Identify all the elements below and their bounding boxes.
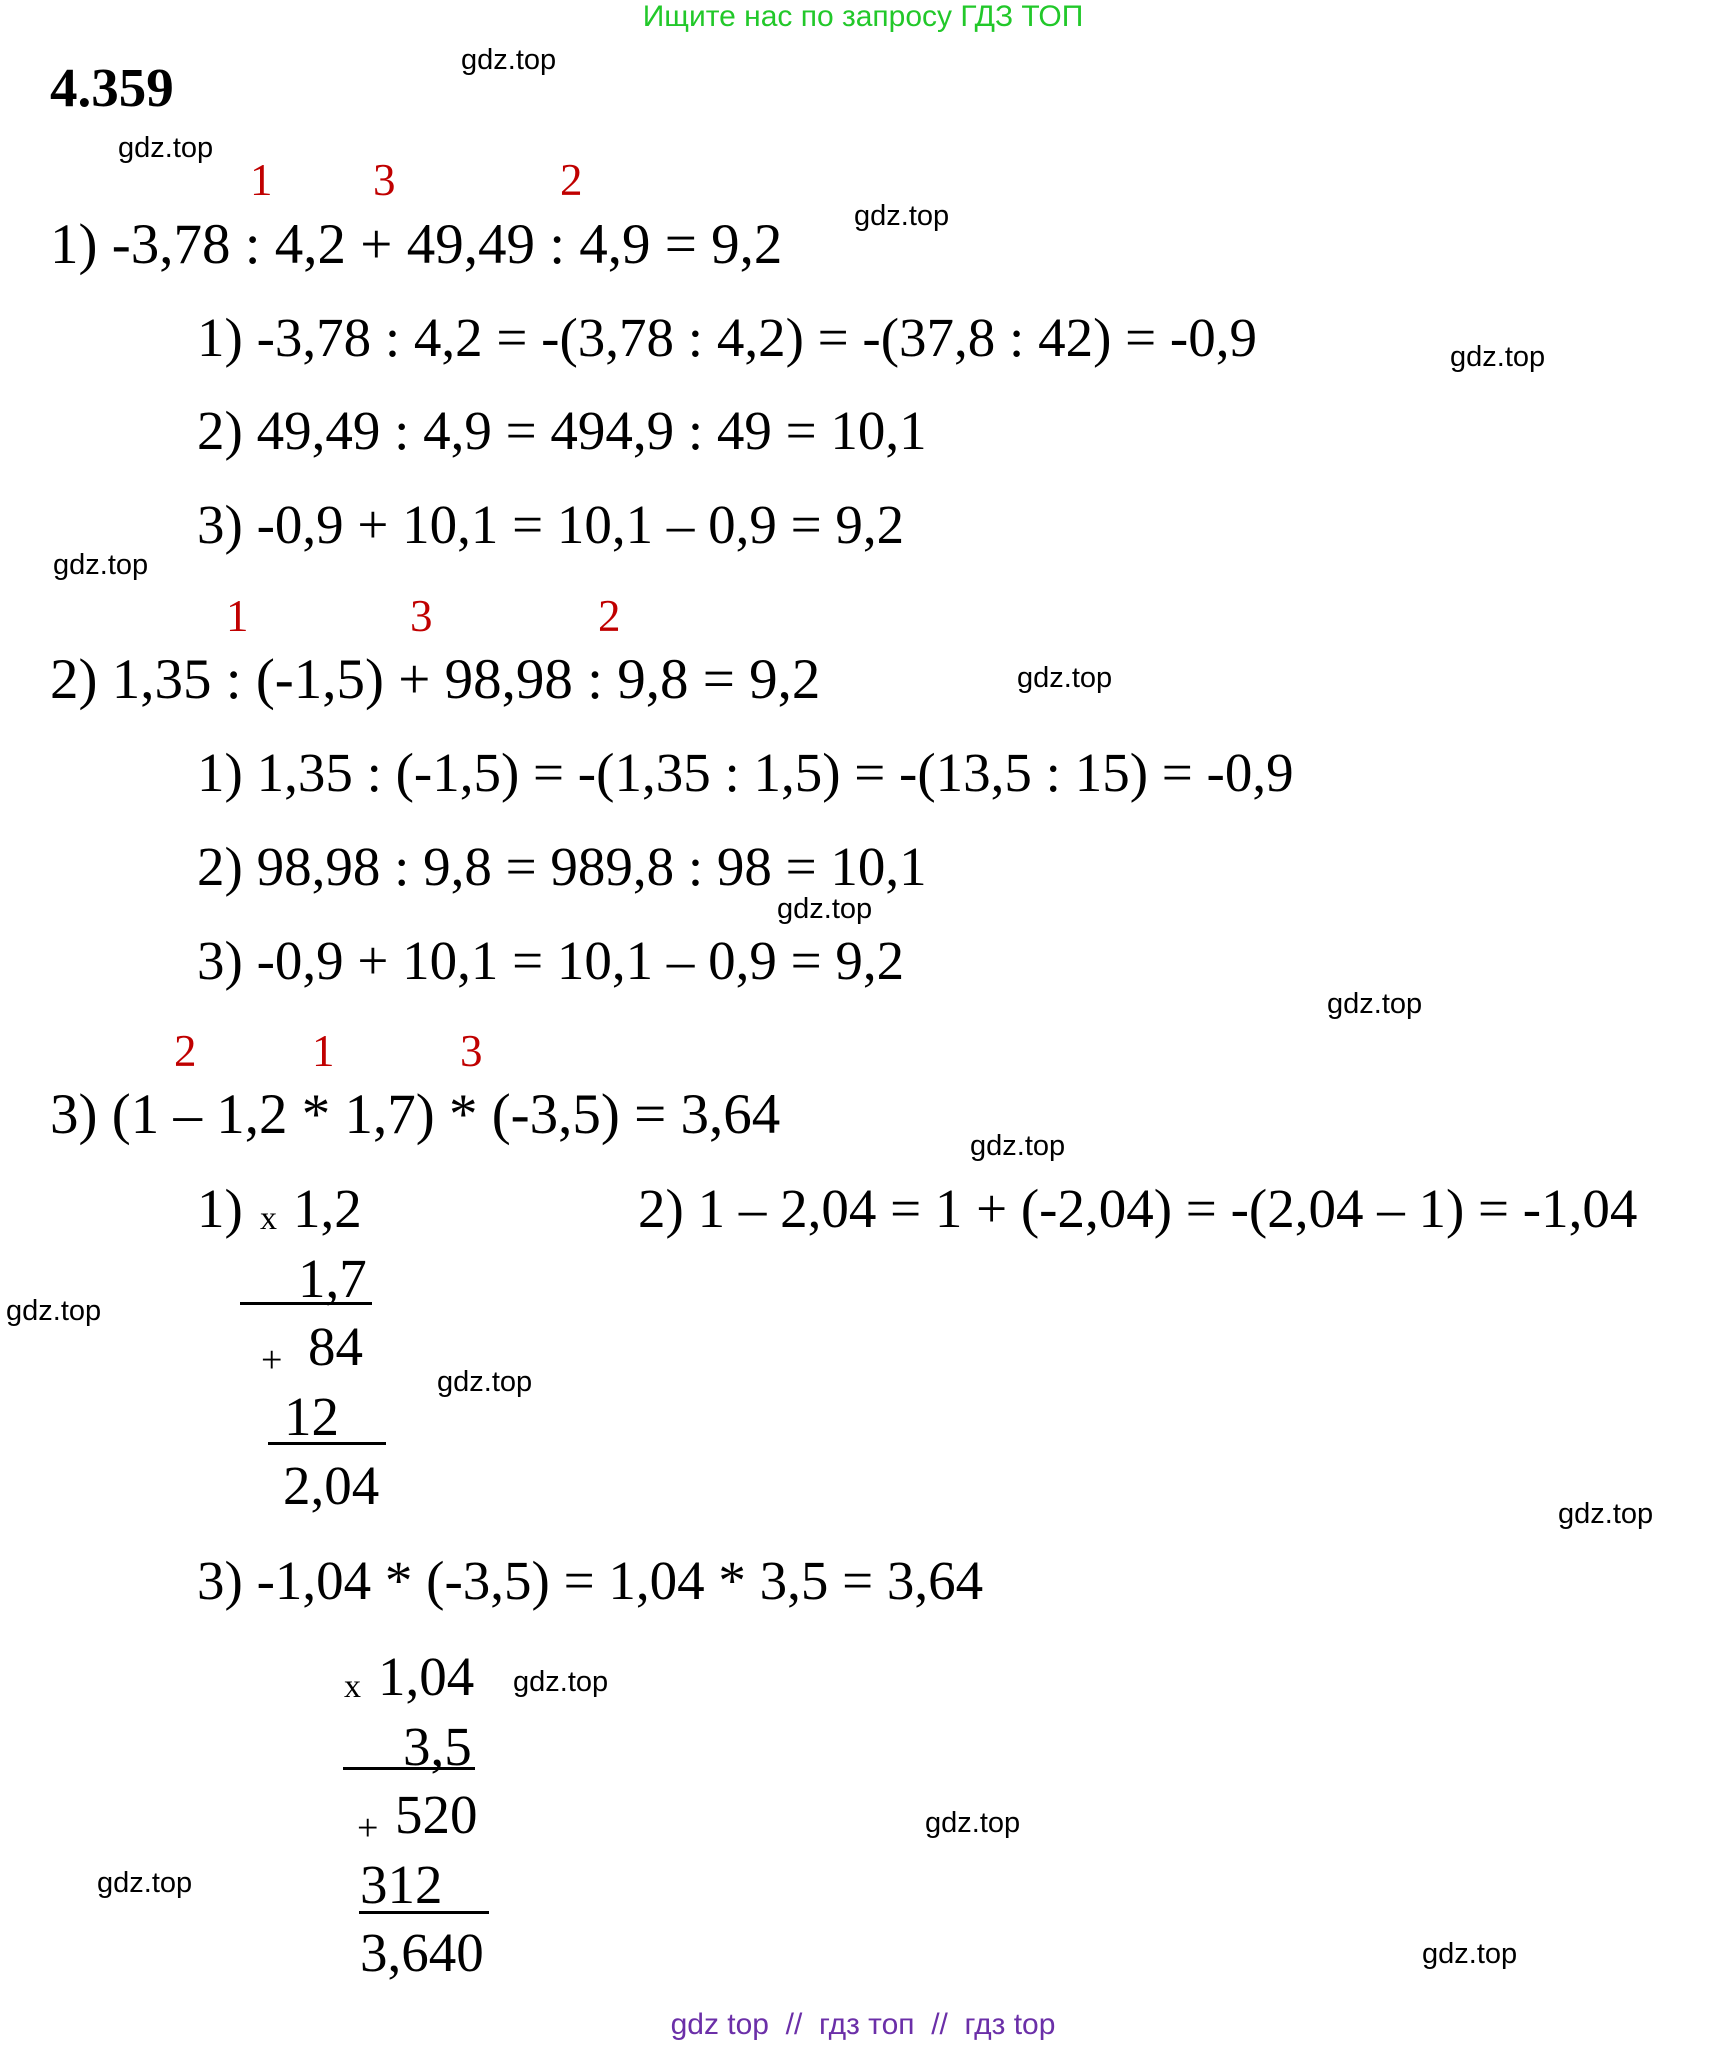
step-line: 3) -0,9 + 10,1 = 10,1 – 0,9 = 9,2 (197, 930, 905, 991)
order-mark: 1 (250, 155, 273, 205)
watermark: gdz.top (1017, 662, 1113, 694)
watermark: gdz.top (1422, 1938, 1518, 1970)
order-mark: 3 (373, 155, 396, 205)
step-line: 2) 1 – 2,04 = 1 + (-2,04) = -(2,04 – 1) = -1,04 (638, 1178, 1638, 1239)
order-mark: 1 (312, 1026, 335, 1076)
mult-factor: 1,04 (378, 1646, 475, 1707)
order-mark: 3 (410, 591, 433, 641)
watermark: gdz.top (854, 200, 950, 232)
sum-rule (268, 1442, 386, 1445)
watermark: gdz.top (970, 1130, 1066, 1162)
mult-result: 2,04 (283, 1455, 380, 1516)
watermark: gdz.top (513, 1666, 609, 1698)
step-line: 2) 49,49 : 4,9 = 494,9 : 49 = 10,1 (197, 400, 927, 461)
mult-rule (343, 1767, 475, 1770)
order-mark: 3 (460, 1026, 483, 1076)
watermark: gdz.top (118, 132, 214, 164)
order-mark: 2 (174, 1026, 197, 1076)
watermark: gdz.top (1558, 1498, 1654, 1530)
watermark: gdz.top (53, 549, 149, 581)
order-mark: 1 (226, 591, 249, 641)
watermark: gdz.top (925, 1807, 1021, 1839)
footer: gdz top // гдз топ // гдз top (670, 2008, 1056, 2041)
mult-factor: 1,7 (298, 1248, 367, 1309)
step-line: 2) 98,98 : 9,8 = 989,8 : 98 = 10,1 (197, 836, 927, 897)
watermark: gdz.top (437, 1366, 533, 1398)
plus-sign: + (357, 1807, 379, 1849)
multiply-sign: x (344, 1668, 361, 1705)
step-line: 1) -3,78 : 4,2 = -(3,78 : 4,2) = -(37,8 : 42) = -0,9 (197, 307, 1257, 368)
expression-line: 1) -3,78 : 4,2 + 49,49 : 4,9 = 9,2 (50, 213, 783, 276)
step-line: 3) -1,04 * (-3,5) = 1,04 * 3,5 = 3,64 (197, 1550, 984, 1611)
watermark: gdz.top (97, 1867, 193, 1899)
plus-sign: + (261, 1339, 283, 1381)
expression-line: 2) 1,35 : (-1,5) + 98,98 : 9,8 = 9,2 (50, 648, 821, 711)
watermark: gdz.top (777, 893, 873, 925)
banner: Ищите нас по запросу ГДЗ ТОП (642, 0, 1084, 33)
partial-product: 84 (308, 1316, 363, 1377)
sum-rule (359, 1911, 489, 1914)
watermark: gdz.top (6, 1295, 102, 1327)
mult-factor: 1,2 (293, 1178, 362, 1239)
partial-product: 520 (395, 1784, 478, 1845)
step-line: 1) 1,35 : (-1,5) = -(1,35 : 1,5) = -(13,5 : 15) = -0,9 (197, 742, 1294, 803)
partial-product: 12 (284, 1386, 339, 1447)
step-label: 1) (197, 1178, 243, 1239)
mult-result: 3,640 (360, 1922, 484, 1983)
problem-number: 4.359 (50, 57, 174, 118)
expression-line: 3) (1 – 1,2 * 1,7) * (-3,5) = 3,64 (50, 1083, 781, 1146)
order-mark: 2 (560, 155, 583, 205)
watermark: gdz.top (461, 44, 557, 76)
partial-product: 312 (360, 1854, 443, 1915)
mult-factor: 3,5 (403, 1716, 472, 1777)
order-mark: 2 (598, 591, 621, 641)
watermark: gdz.top (1327, 988, 1423, 1020)
watermark: gdz.top (1450, 341, 1546, 373)
multiply-sign: x (260, 1200, 277, 1237)
step-line: 3) -0,9 + 10,1 = 10,1 – 0,9 = 9,2 (197, 494, 905, 555)
mult-rule (240, 1302, 372, 1305)
